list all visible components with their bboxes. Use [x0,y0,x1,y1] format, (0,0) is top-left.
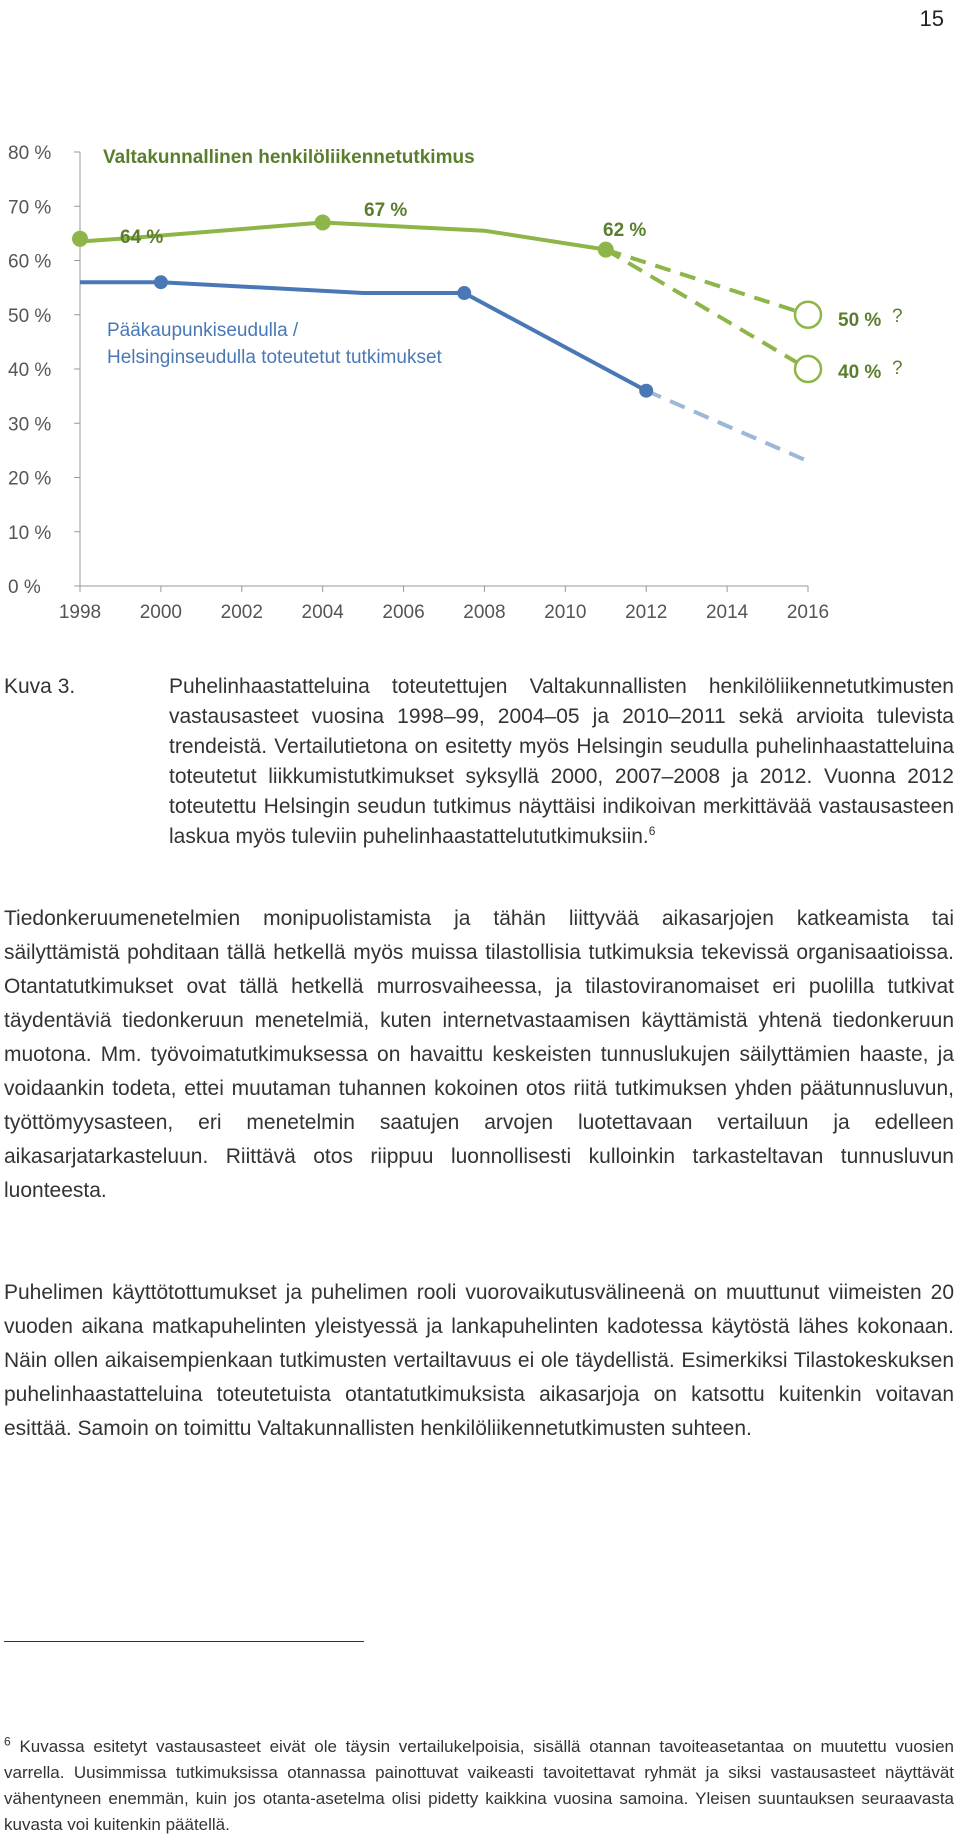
national-data-point [72,231,88,247]
x-tick-label: 2004 [301,602,344,623]
helsinki-series-label-line-2: Helsinginseudulla toteutetut tutkimukset [107,347,442,368]
national-series-label: Valtakunnallinen henkilöliikennetutkimus [103,147,475,168]
footnote-text: Kuvassa esitetyt vastausasteet eivät ole täysin vertailukelpoisia, sisällä otannan tavoiteasetantaa on muutettu vuosien varrella. Uusimmissa tutkimuksissa otannassa painottuvat vaikeasti tavoitettavat ryhmät ja siksi vastausasteet näyttävät vähentyneen enemmän, kuin jos otanta-asetelma olisi pidetty kaikkina vuosina samoina. Yleisen suuntauksen seuraavasta kuvasta voi kuitenkin päätellä. [4,1737,954,1834]
value-label-67: 67 % [364,200,408,221]
page-number: 15 [919,6,944,31]
caption-text [169,672,954,852]
value-label-64: 64 % [120,227,164,248]
y-tick-label: 10 % [8,522,52,544]
x-tick-label: 2006 [382,602,425,623]
figure-caption [4,672,954,852]
x-tick-label: 2016 [786,602,830,623]
caption-label: Kuva 3. [4,675,76,698]
national-data-point [315,215,331,231]
x-tick-label: 2010 [544,602,587,623]
x-tick-label: 1998 [58,602,102,623]
response-rate-line-chart [0,130,960,650]
y-tick-label: 80 % [8,143,52,164]
national-projection-line [606,250,808,315]
footnote [4,1734,954,1838]
national-projection-marker [795,302,821,328]
national-data-point [598,242,614,258]
uncertainty-mark: ? [892,306,903,327]
y-tick-label: 40 % [8,360,52,381]
y-tick-label: 0 % [8,577,41,598]
helsinki-data-point [639,384,653,398]
y-tick-label: 20 % [8,468,52,490]
y-tick-label: 70 % [8,197,52,219]
helsinki-data-point [457,286,471,300]
body-paragraph-2: Puhelimen käyttötottumukset ja puhelimen rooli vuorovaikutusvälineenä on muuttunut viimeisten 20 vuoden aikana matkapuhelinten yleistyessä ja lankapuhelinten kadotessa käytöstä lähes kokonaan. Näin ollen aikaisempienkaan tutkimusten vertailtavuus ei ole täydellistä. Esimerkiksi Tilastokeskuksen puhelinhaastatteluina toteutetuista otantatutkimuksista aikasarjoja on katsottu kuitenkin voitavan esittää. Samoin on toimittu Valtakunnallisten henkilöliikennetutkimusten suhteen. [4,1281,954,1440]
footnote-reference: 6 [648,824,656,838]
y-tick-label: 60 % [8,251,52,273]
helsinki-series-label: Pääkaupunkiseudulla / [107,320,299,341]
caption-body: Puhelinhaastatteluina toteutettujen Valtakunnallisten henkilöliikennetutkimusten vastausasteet vuosina 1998–99, 2004–05 ja 2010–2011 sekä arvioita tulevista trendeistä. Vertailutietona on esitetty myös Helsingin seudulla puhelinhaastatteluina toteutetut liikkumistutkimukset syksyllä 2000, 2007–2008 ja 2012. Vuonna 2012 toteutettu Helsingin seudun tutkimus näyttäisi indikoivan merkittävää vastausasteen laskua myös tuleviin puhelinhaastattelututkimuksiin. [169,675,954,848]
helsinki-data-point [154,275,168,289]
x-tick-label: 2012 [625,602,668,623]
x-tick-label: 2014 [705,602,749,623]
value-label-40: 40 % [838,362,882,383]
x-tick-label: 2000 [139,602,183,623]
x-tick-label: 2002 [220,602,263,623]
value-label-50: 50 % [838,310,882,331]
y-tick-label: 30 % [8,414,52,436]
body-paragraph-1: Tiedonkeruumenetelmien monipuolistamista ja tähän liittyvää aikasarjojen katkeamista tai säilyttämistä pohditaan tällä hetkellä myös muissa tilastollisia tutkimuksia tekevissä organisaatioissa. Otantatutkimukset ovat tällä hetkellä murrosvaiheessa, ja tilastoviranomaiset eri puolilla tutkivat täydentäviä tiedonkeruun menetelmiä, kuten internetvastaamisen käyttämistä yhtenä tiedonkeruun muotona. Mm. työvoimatutkimuksessa on havaittu keskeisten tunnuslukujen säilyttämien haaste, ja voidaankin todeta, ettei muutaman tuhannen kokoinen otos riitä tutkimuksen yhden päätunnusluvun, työttömyysasteen, eri menetelmin saatujen arvojen luotettavaan vertailuun ja edelleen aikasarjatarkasteluun. Riittävä otos riippuu luonnollisesti kulloinkin tarkasteltavan tunnusluvun luonteesta. [4,907,954,1202]
uncertainty-mark: ? [892,358,903,379]
y-tick-label: 50 % [8,305,52,327]
footnote-separator [4,1641,364,1642]
value-label-62: 62 % [603,220,647,241]
x-tick-label: 2008 [463,602,506,623]
helsinki-projection-line [646,391,808,462]
national-projection-marker [795,356,821,382]
footnote-number: 6 [4,1734,11,1749]
national-projection-line [606,250,808,369]
